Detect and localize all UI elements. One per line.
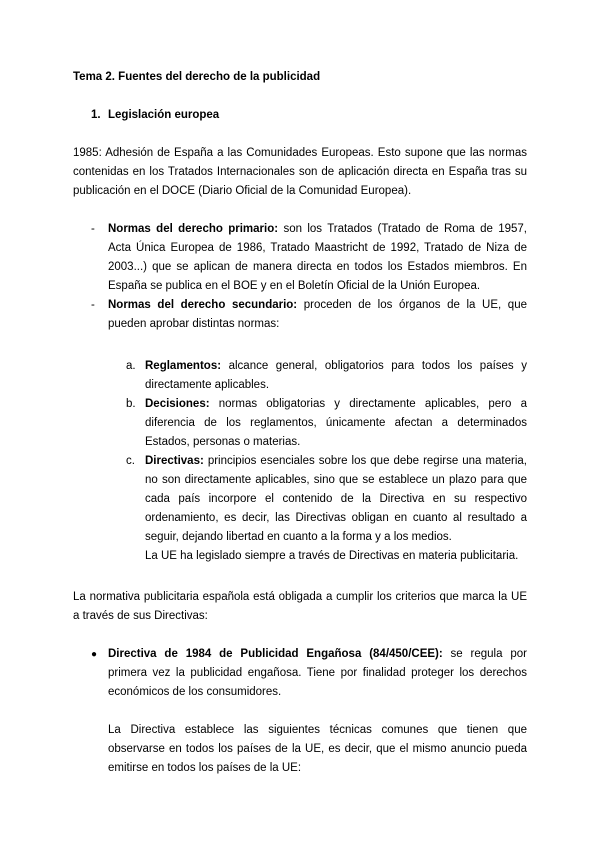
desc-reglamentos: alcance general, obligatorios para todos los países y directamente aplicables. bbox=[145, 360, 527, 391]
list-item-secundario bbox=[91, 296, 527, 334]
list-item-reglamentos bbox=[126, 357, 527, 395]
desc-secundario: proceden de los órganos de la UE, que pueden aprobar distintas normas: bbox=[108, 299, 527, 330]
section-title-text: Legislación europea bbox=[108, 109, 220, 121]
list-item-decisiones bbox=[126, 395, 527, 452]
dash-marker: - bbox=[91, 299, 95, 311]
alpha-list bbox=[126, 357, 527, 566]
section-title bbox=[91, 106, 219, 125]
list-item-directivas bbox=[126, 452, 527, 566]
desc-decisiones: normas obligatorias y directamente aplicables, pero a diferencia de los reglamentos, únicamente afectan a determinados Estados, personas o materias. bbox=[145, 398, 527, 448]
list-item-primario bbox=[91, 220, 527, 296]
intro-paragraph: 1985: Adhesión de España a las Comunidades Europeas. Esto supone que las normas contenidas en los Tratados Internacionales son de aplicación directa en España tras su publicación en el DOCE (Diario Oficial de la Comunidad Europea). bbox=[73, 147, 527, 197]
term-secundario: Normas del derecho secundario: bbox=[108, 299, 298, 311]
term-decisiones: Decisiones: bbox=[145, 398, 210, 410]
directivas-note: La UE ha legislado siempre a través de Directivas en materia publicitaria. bbox=[145, 550, 519, 562]
dash-marker: - bbox=[91, 223, 95, 235]
term-directiva-1984: Directiva de 1984 de Publicidad Engañosa (84/450/CEE): bbox=[108, 648, 443, 660]
desc-primario: son los Tratados (Tratado de Roma de 1957, Acta Única Europea de 1986, Tratado Maastricht de 1992, Tratado de Niza de 2003...) que se aplican de manera directa en todos los Estados miembros. En España se publica en el BOE y en el Boletín Oficial de la Unión Europea. bbox=[108, 223, 528, 292]
document-heading: Tema 2. Fuentes del derecho de la publicidad bbox=[73, 71, 321, 83]
directiva-1984-note: La Directiva establece las siguientes técnicas comunes que tienen que observarse en todos los países de la UE, es decir, que el mismo anuncio pueda emitirse en todos los países de la UE: bbox=[108, 724, 527, 774]
bullet-list bbox=[91, 645, 527, 778]
dash-list bbox=[91, 220, 527, 334]
alpha-marker: c. bbox=[126, 455, 135, 467]
alpha-marker: b. bbox=[126, 398, 136, 410]
desc-directiva-1984: se regula por primera vez la publicidad engañosa. Tiene por finalidad proteger los derechos económicos de los consumidores. bbox=[108, 648, 527, 698]
term-primario: Normas del derecho primario: bbox=[108, 223, 279, 235]
bullet-icon: ● bbox=[91, 649, 98, 660]
desc-directivas: principios esenciales sobre los que debe regirse una materia, no son directamente aplicables, sino que se establece un plazo para que cada país incorpore el contenido de la Directiva en su respectivo ordenamiento, es decir, las Directivas obligan en cuanto al resultado a seguir, dejando libertad en cuanto a la forma y a los medios. bbox=[145, 455, 527, 543]
normativa-paragraph: La normativa publicitaria española está obligada a cumplir los criterios que marca la UE a través de sus Directivas: bbox=[73, 591, 527, 622]
alpha-marker: a. bbox=[126, 360, 136, 372]
list-item-directiva-1984 bbox=[91, 645, 527, 778]
section-number: 1. bbox=[91, 109, 101, 121]
term-reglamentos: Reglamentos: bbox=[145, 360, 222, 372]
term-directivas: Directivas: bbox=[145, 455, 204, 467]
